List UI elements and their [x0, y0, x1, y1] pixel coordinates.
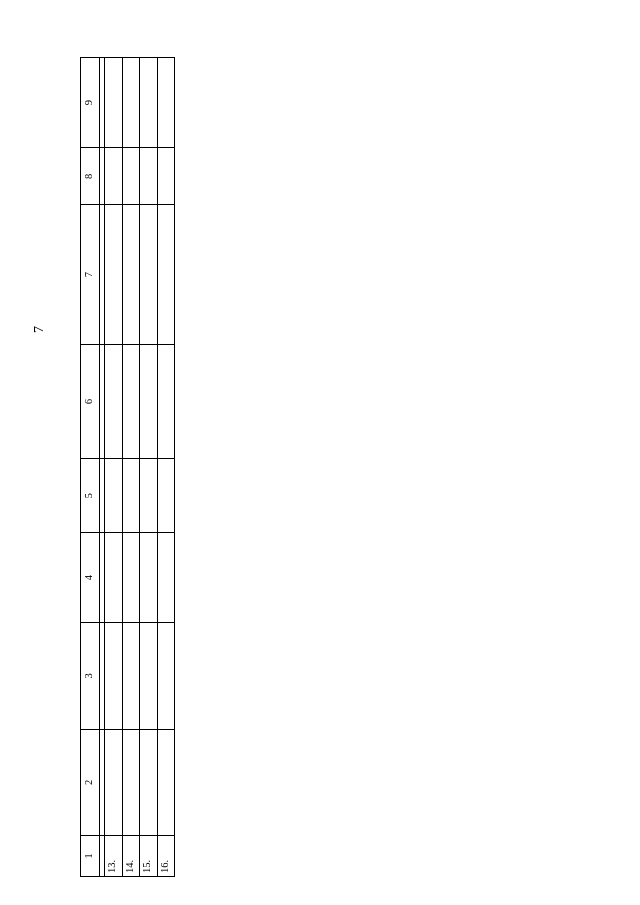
ministry — [157, 344, 174, 459]
amount — [140, 148, 157, 205]
support-type — [122, 205, 139, 344]
amount — [157, 148, 174, 205]
column-header: 1 — [81, 836, 100, 877]
amount — [105, 148, 122, 205]
sphere — [122, 459, 139, 533]
organizer — [105, 623, 122, 729]
date-place — [140, 533, 157, 623]
row-number: 16. — [157, 836, 174, 877]
amount-2 — [157, 58, 174, 148]
row-number: 14. — [122, 836, 139, 877]
amount-2 — [122, 58, 139, 148]
row-number: 15. — [140, 836, 157, 877]
ministry — [122, 344, 139, 459]
date-place — [122, 533, 139, 623]
event-name — [122, 729, 139, 835]
row-number: 13. — [105, 836, 122, 877]
organizer — [140, 623, 157, 729]
support-type — [157, 205, 174, 344]
amount-2 — [105, 58, 122, 148]
ministry — [140, 344, 157, 459]
table-row — [157, 58, 174, 877]
column-number-row — [81, 58, 100, 877]
table-row — [140, 58, 157, 877]
events-table-rotated — [80, 57, 580, 877]
event-name — [105, 729, 122, 835]
column-header: 9 — [81, 58, 100, 148]
event-name — [140, 729, 157, 835]
event-name — [157, 729, 174, 835]
column-header: 6 — [81, 344, 100, 459]
date-place — [157, 533, 174, 623]
ministry — [105, 344, 122, 459]
support-type — [105, 205, 122, 344]
page-number: 7 — [32, 326, 47, 333]
sphere — [140, 459, 157, 533]
organizer — [122, 623, 139, 729]
support-type — [140, 205, 157, 344]
table-row — [122, 58, 139, 877]
date-place — [105, 533, 122, 623]
sphere — [157, 459, 174, 533]
column-header: 5 — [81, 459, 100, 533]
column-header: 2 — [81, 729, 100, 835]
sphere — [105, 459, 122, 533]
organizer — [157, 623, 174, 729]
column-header: 3 — [81, 623, 100, 729]
amount — [122, 148, 139, 205]
table-row — [105, 58, 122, 877]
amount-2 — [140, 58, 157, 148]
column-header: 4 — [81, 533, 100, 623]
events-table — [80, 57, 175, 877]
column-header: 7 — [81, 205, 100, 344]
column-header: 8 — [81, 148, 100, 205]
